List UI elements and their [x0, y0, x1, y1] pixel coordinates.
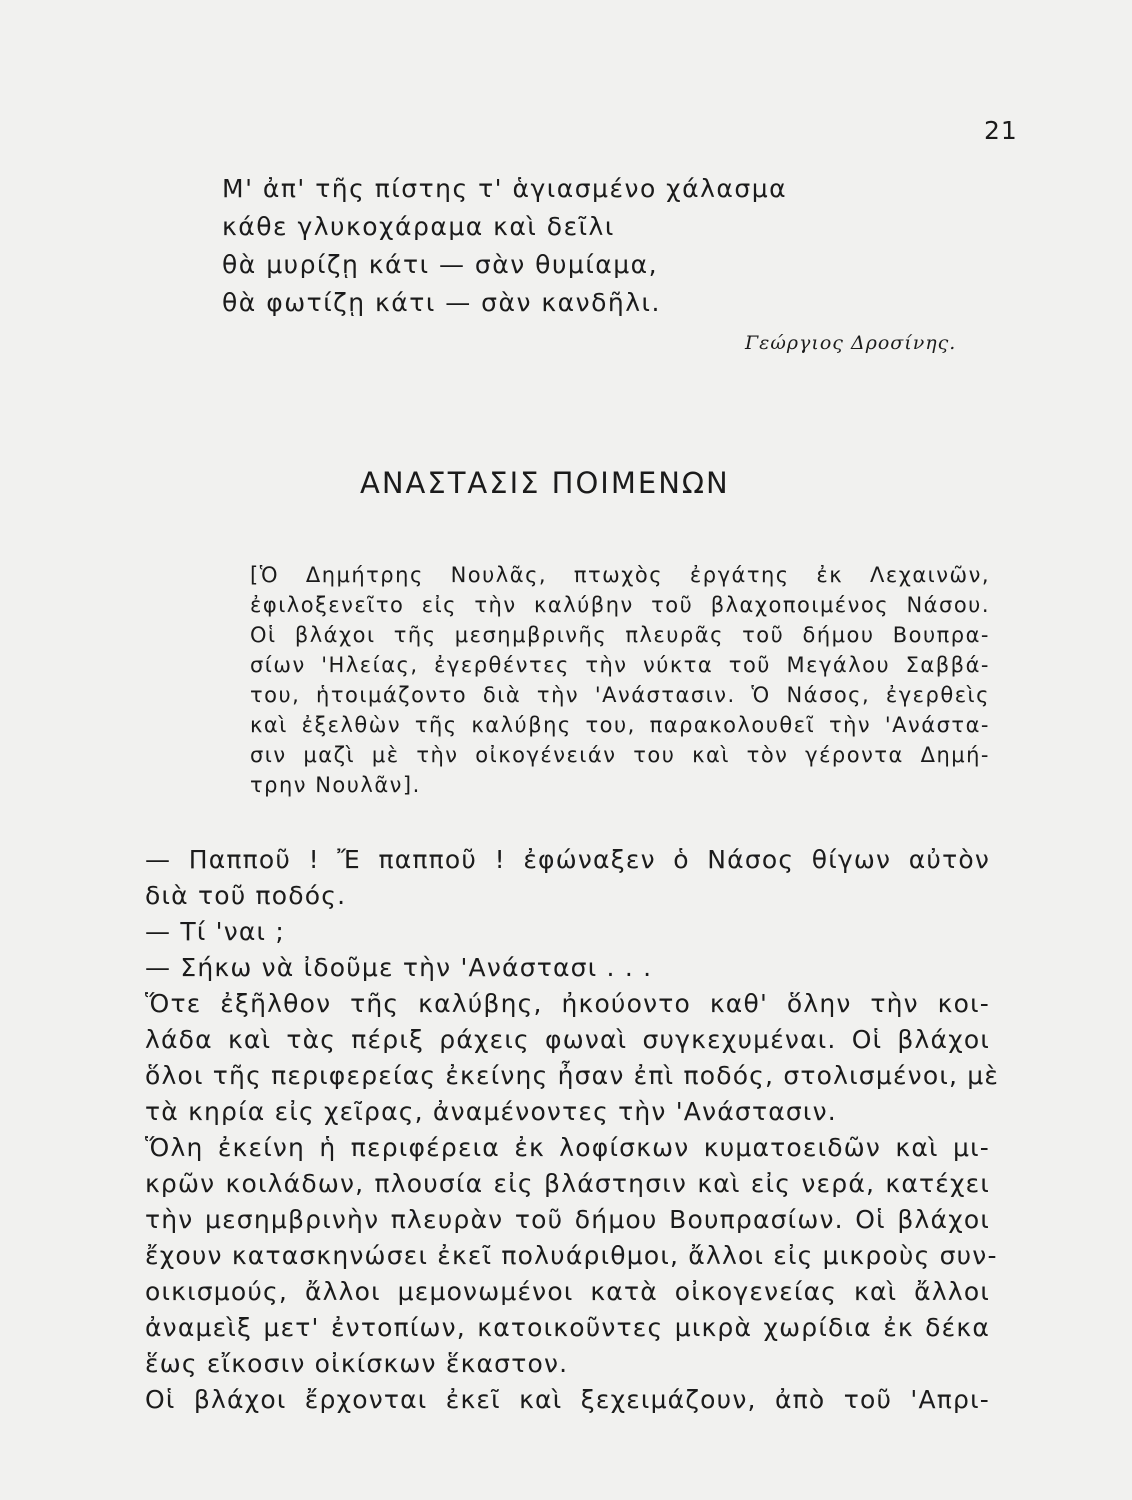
body-line: ἔχουν κατασκηνώσει ἐκεῖ πολυάριθμοι, ἄλλοι εἰς μικροὺς συν-: [145, 1241, 998, 1270]
intro-line: σιν μαζὶ μὲ τὴν οἰκογένειάν του καὶ τὸν γέροντα Δημή-: [250, 743, 990, 767]
section-title: ΑΝΑΣΤΑΣΙΣ ΠΟΙΜΕΝΩΝ: [360, 466, 730, 500]
body-line: διὰ τοῦ ποδός.: [145, 881, 347, 910]
body-line: Οἱ βλάχοι ἔρχονται ἐκεῖ καὶ ξεχειμάζουν, ἀπὸ τοῦ 'Απρι-: [145, 1385, 990, 1414]
body-line: ἕως εἴκοσιν οἰκίσκων ἕκαστον.: [145, 1349, 569, 1378]
intro-line: καὶ ἐξελθὼν τῆς καλύβης του, παρακολουθεῖ τὴν 'Ανάστα-: [250, 713, 990, 737]
poem-stanza: [222, 170, 787, 322]
body-line: οικισμούς, ἄλλοι μεμονωμένοι κατὰ οἰκογενείας καὶ ἄλλοι: [145, 1277, 990, 1306]
body-text: [145, 842, 1000, 1418]
body-line: — Παπποῦ ! Ἔ παπποῦ ! ἐφώναξεν ὁ Νάσος θίγων αὐτὸν: [145, 845, 990, 874]
body-line: τὴν μεσημβρινὴν πλευρὰν τοῦ δήμου Βουπρασίων. Οἱ βλάχοι: [145, 1205, 990, 1234]
intro-line: του, ἡτοιμάζοντο διὰ τὴν 'Ανάστασιν. Ὁ Νάσος, ἐγερθεὶς: [250, 683, 990, 707]
page-number: 21: [984, 116, 1018, 145]
body-line: — Σήκω νὰ ἰδοῦμε τὴν 'Ανάστασι . . .: [145, 953, 653, 982]
author-signature: Γεώργιος Δροσίνης.: [745, 332, 957, 354]
poem-line: κάθε γλυκοχάραμα καὶ δεῖλι: [222, 212, 615, 241]
body-line: ὅλοι τῆς περιφερείας ἐκείνης ἦσαν ἐπὶ ποδός, στολισμένοι, μὲ: [145, 1061, 1000, 1090]
intro-line: τρην Νουλᾶν].: [250, 773, 421, 797]
intro-line: [Ὁ Δημήτρης Νουλᾶς, πτωχὸς ἐργάτης ἐκ Λεχαινῶν,: [250, 563, 990, 587]
body-line: Ὅλη ἐκείνη ἡ περιφέρεια ἐκ λοφίσκων κυματοειδῶν καὶ μι-: [145, 1133, 990, 1162]
body-line: — Τί 'ναι ;: [145, 917, 285, 946]
poem-line: θὰ μυρίζῃ κάτι — σὰν θυμίαμα,: [222, 250, 659, 279]
poem-line: θὰ φωτίζῃ κάτι — σὰν κανδῆλι.: [222, 288, 661, 317]
body-line: κρῶν κοιλάδων, πλουσία εἰς βλάστησιν καὶ εἰς νερά, κατέχει: [145, 1169, 990, 1198]
intro-note: [250, 560, 990, 800]
body-line: ἀναμεὶξ μετ' ἐντοπίων, κατοικοῦντες μικρὰ χωρίδια ἐκ δέκα: [145, 1313, 990, 1342]
intro-line: σίων 'Ηλείας, ἐγερθέντες τὴν νύκτα τοῦ Μεγάλου Σαββά-: [250, 653, 990, 677]
body-line: Ὅτε ἐξῆλθον τῆς καλύβης, ἠκούοντο καθ' ὅλην τὴν κοι-: [145, 989, 990, 1018]
body-line: τὰ κηρία εἰς χεῖρας, ἀναμένοντες τὴν 'Ανάστασιν.: [145, 1097, 837, 1126]
intro-line: ἐφιλοξενεῖτο εἰς τὴν καλύβην τοῦ βλαχοποιμένος Νάσου.: [250, 593, 990, 617]
body-line: λάδα καὶ τὰς πέριξ ράχεις φωναὶ συγκεχυμέναι. Οἱ βλάχοι: [145, 1025, 990, 1054]
intro-line: Οἱ βλάχοι τῆς μεσημβρινῆς πλευρᾶς τοῦ δήμου Βουπρα-: [250, 623, 990, 647]
poem-line: Μ' ἀπ' τῆς πίστης τ' ἁγιασμένο χάλασμα: [222, 174, 788, 203]
